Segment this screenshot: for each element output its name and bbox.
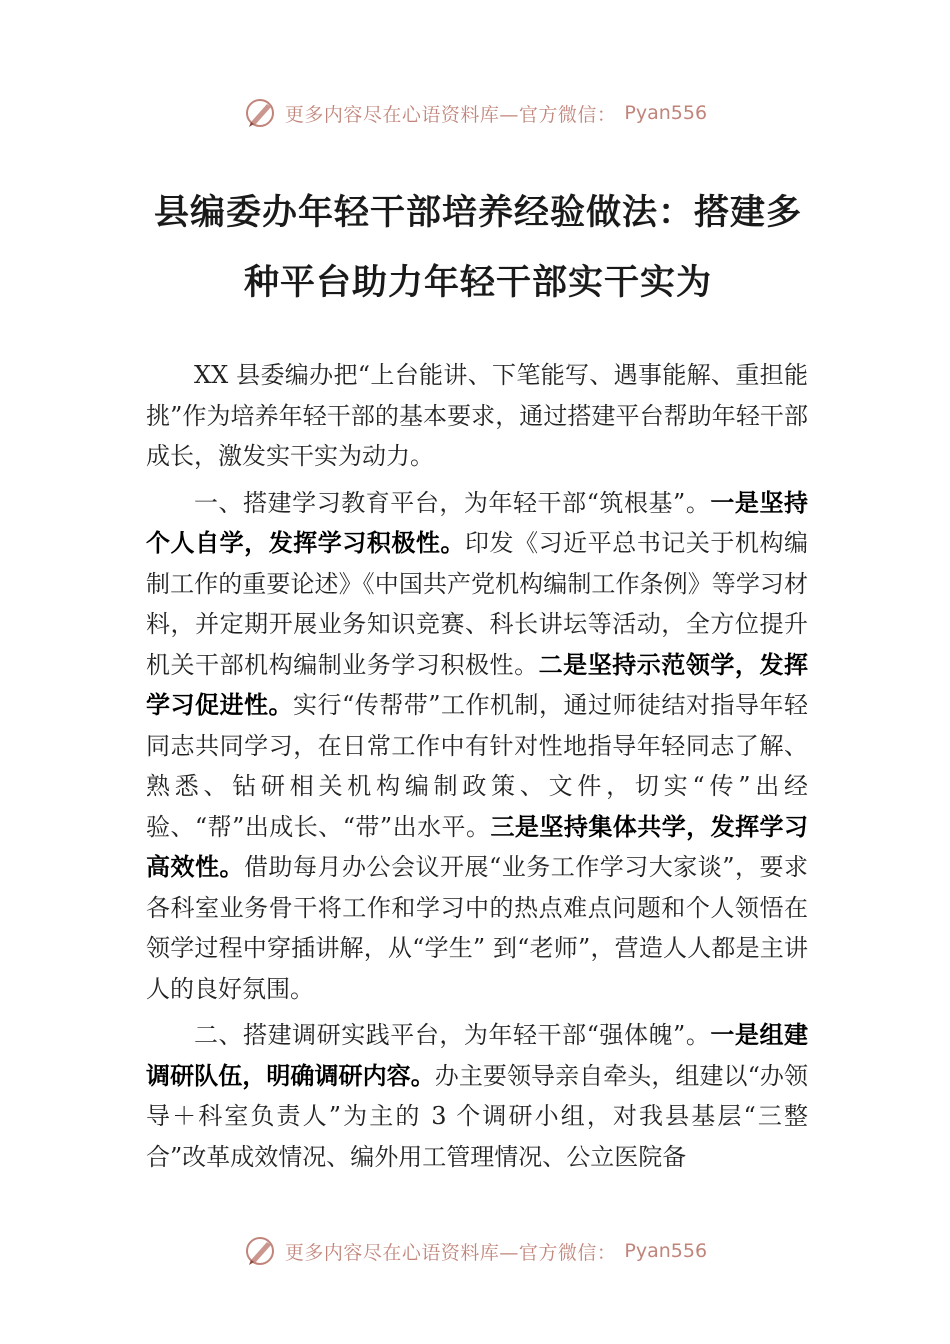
watermark-wechat-id: Pyan556	[624, 102, 708, 124]
section-1-point-1-text: 印发《习近平总书记关于机构编制工作的重要论述》《中国共产党机构编制工作条例》等学习材料，并定期开展业务知识竞赛、科长讲坛等活动，全方位提升机关干部机构编制业务学习积极性。	[146, 529, 808, 679]
document-title	[148, 178, 808, 318]
section-1-point-2-heading: 二是坚持示范领学，发挥学习促进性。	[146, 650, 809, 719]
title-line-1: 县编委办年轻干部培养经验做法：搭建多	[153, 193, 802, 233]
document-body	[146, 355, 808, 1177]
watermark-wechat-id: Pyan556	[624, 1240, 708, 1262]
section-1-paragraph	[146, 483, 808, 1010]
section-1-point-3-text: 借助每月办公会议开展“业务工作学习大家谈”，要求各科室业务骨干将工作和学习中的热点难点问题和个人领悟在领学过程中穿插讲解，从“学生” 到“老师”，营造人人都是主讲人的良好氛围。	[146, 853, 808, 1003]
section-2-point-1-text: 办主要领导亲自牵头，组建以“办领导＋科室负责人”为主的 3 个调研小组，对我县基层“三整合”改革成效情况、编外用工管理情况、公立医院备	[146, 1061, 808, 1171]
watermark-footer	[0, 1234, 950, 1274]
section-1-point-2-text: 实行“传帮带”工作机制，通过师徒结对指导年轻同志共同学习，在日常工作中有针对性地指导年轻同志了解、熟悉、钻研相关机构编制政策、文件，切实“传”出经验、“帮”出成长、“带”出水平。	[146, 691, 809, 841]
section-2-point-1-heading: 一是组建调研队伍，明确调研内容。	[146, 1021, 809, 1090]
intro-paragraph: XX 县委编办把“上台能讲、下笔能写、遇事能解、重担能挑”作为培养年轻干部的基本要求，通过搭建平台帮助年轻干部成长，激发实干实为动力。	[146, 361, 808, 470]
pen-logo-icon	[243, 96, 277, 130]
section-1-heading: 一、搭建学习教育平台，为年轻干部“筑根基”。	[194, 488, 711, 517]
section-2-paragraph	[146, 1015, 808, 1177]
watermark-header	[0, 96, 950, 136]
pen-logo-icon	[243, 1234, 277, 1268]
watermark-text: 更多内容尽在心语资料库—官方微信：	[284, 103, 617, 126]
title-line-2: 种平台助力年轻干部实干实为	[243, 263, 712, 303]
section-1-point-3-heading: 三是坚持集体共学，发挥学习高效性。	[146, 812, 809, 881]
watermark-text: 更多内容尽在心语资料库—官方微信：	[284, 1241, 617, 1264]
section-2-heading: 二、搭建调研实践平台，为年轻干部“强体魄”。	[194, 1021, 711, 1049]
section-1-point-1-heading: 一是坚持个人自学，发挥学习积极性。	[146, 488, 809, 557]
